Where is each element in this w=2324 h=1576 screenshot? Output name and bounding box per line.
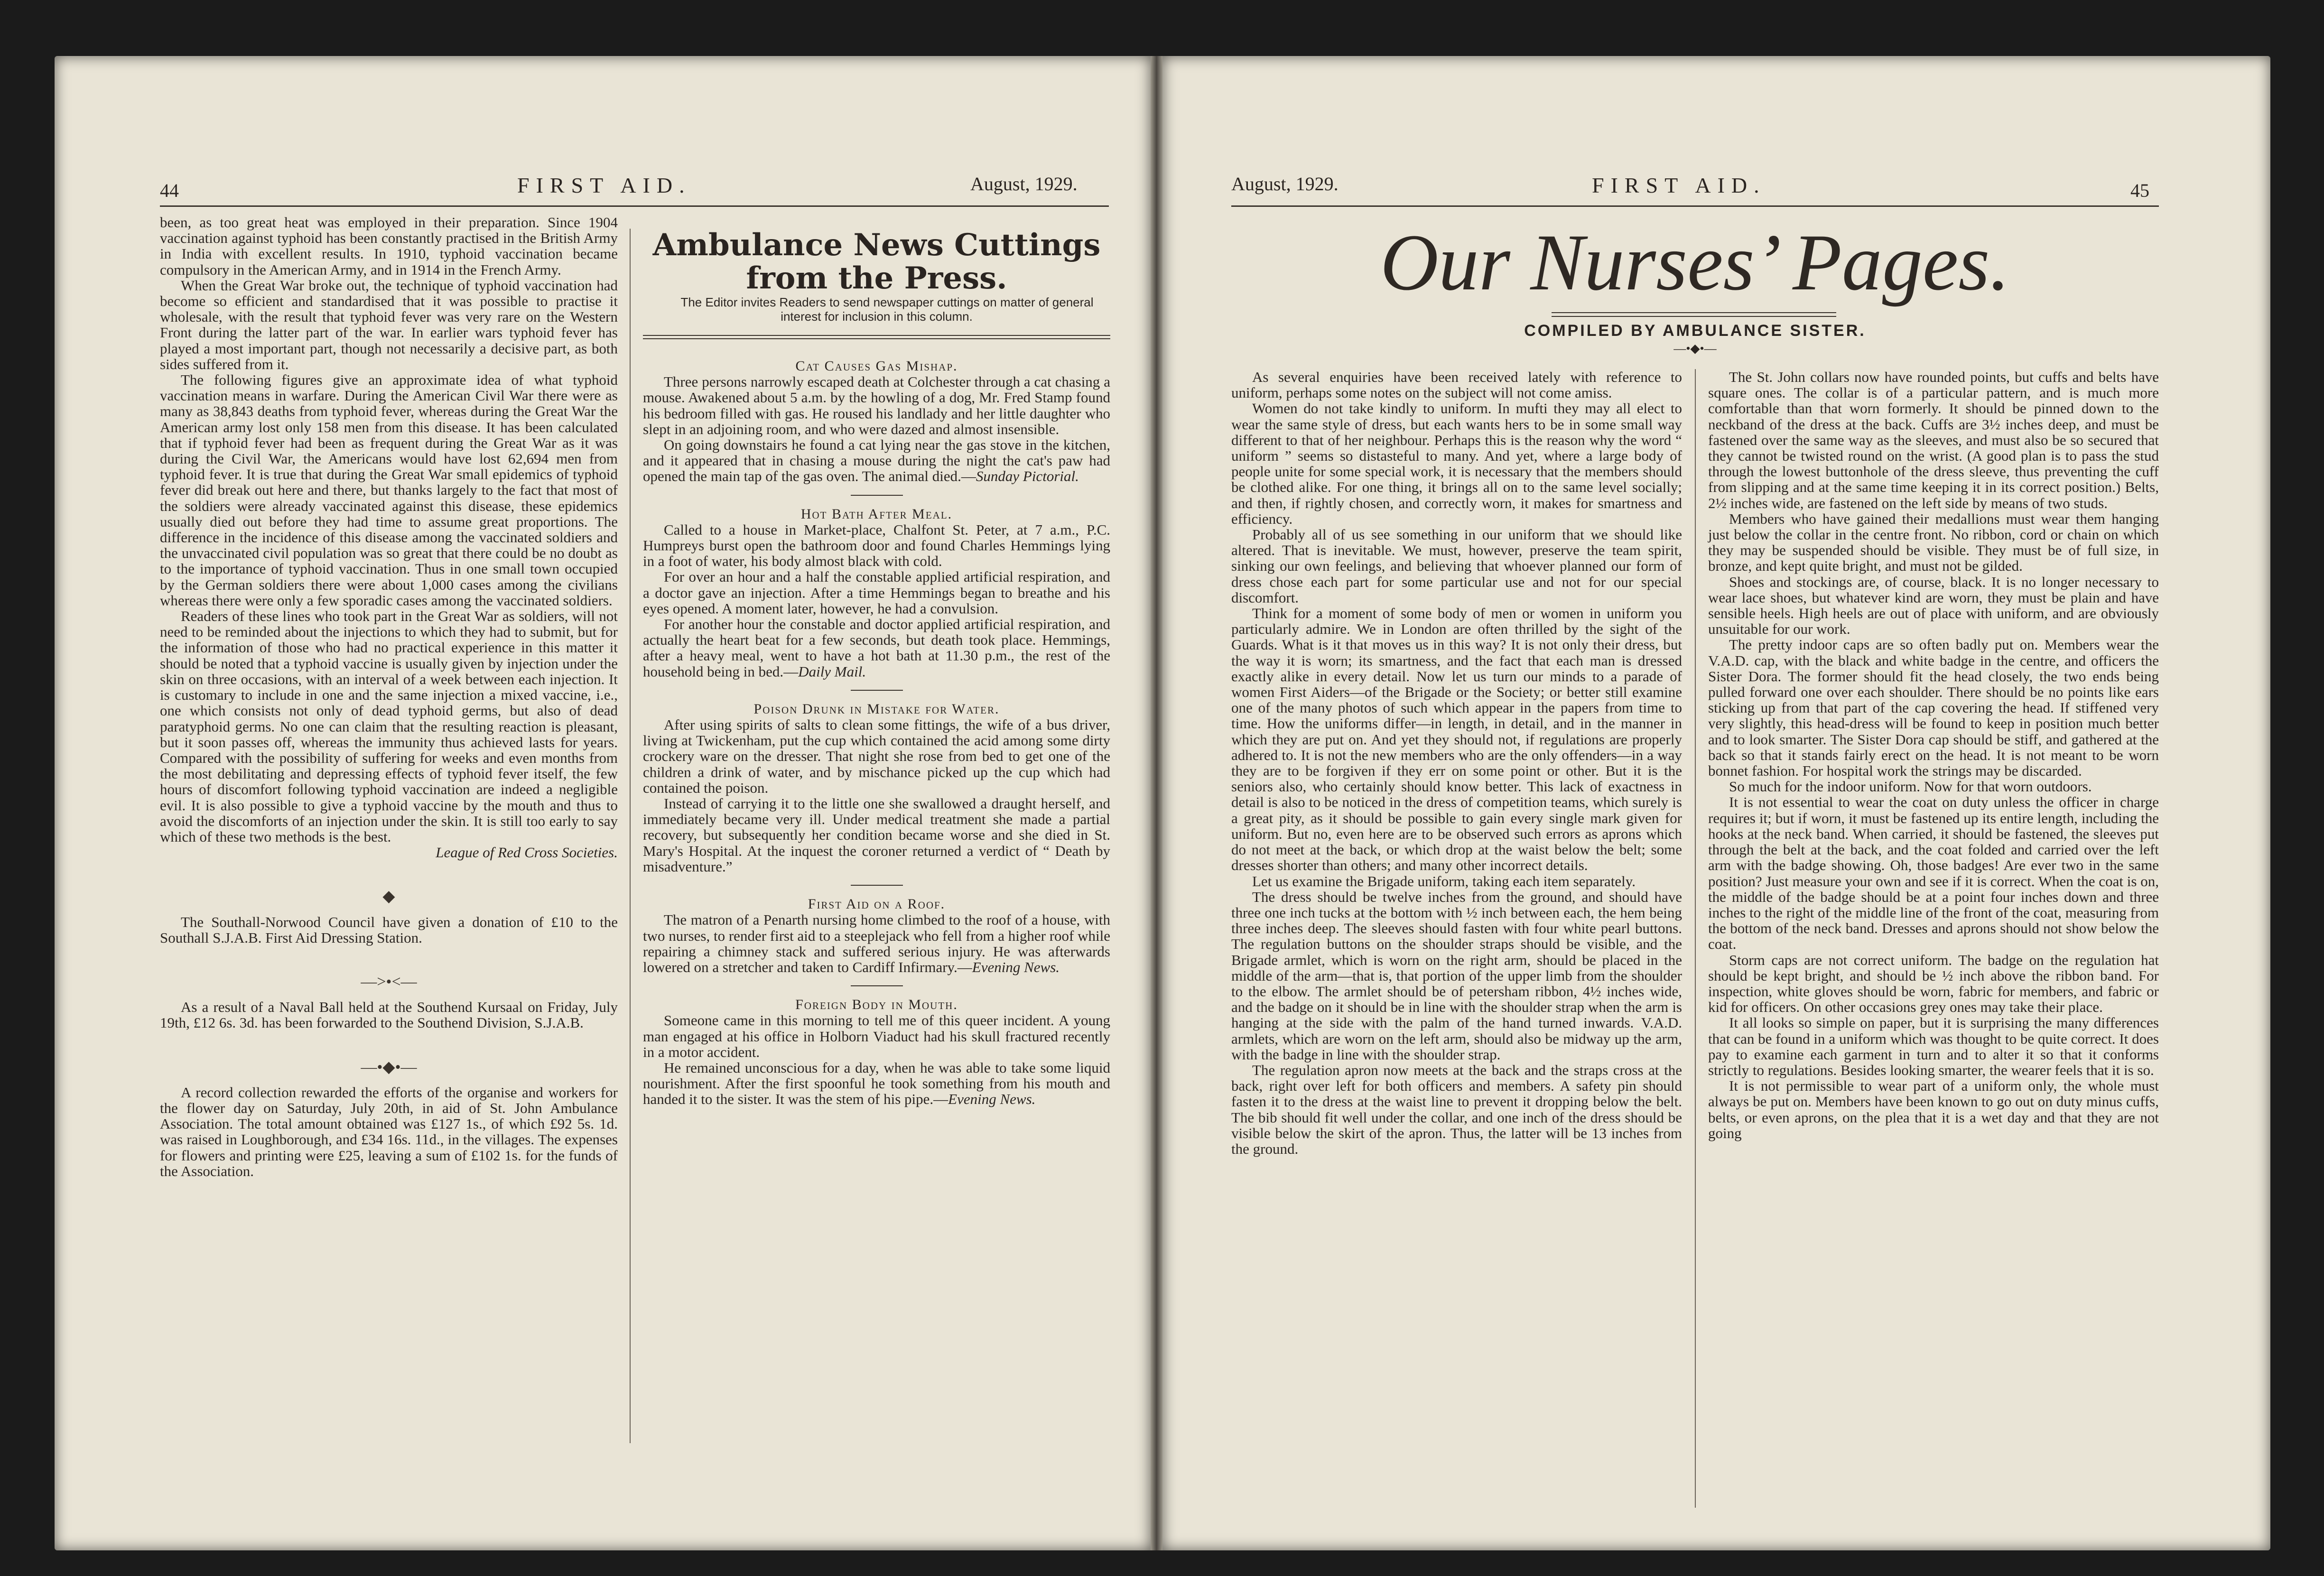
notice-loughborough: A record collection rewarded the efforts of the organise and workers for the flower day on Saturday, July 20th, in aid of St. John Ambulance Association. The total amount obtained was £127 1s., of which £92 5s. 1d. was raised in Loughborough, and £34 16s. 11d., in the villages. The expenses for flowers and printing were £25, leaving a sum of £102 1s. for the funds of the Association.	[160, 1084, 618, 1179]
left-date: August, 1929.	[970, 173, 1078, 195]
left-head-rule	[160, 205, 1109, 207]
left-page-number: 44	[160, 180, 179, 201]
item-title: Foreign Body in Mouth.	[795, 997, 958, 1013]
short-rule	[851, 690, 903, 691]
source-text: League of Red Cross Societies.	[436, 844, 618, 861]
title-underline	[1552, 316, 1836, 317]
item-title: First Aid on a Roof.	[808, 896, 946, 912]
heading-double-rule	[643, 335, 1110, 339]
left-running-head	[55, 169, 1151, 202]
compiled-by: COMPILED BY AMBULANCE SISTER.	[1524, 322, 1866, 340]
right-page	[1162, 56, 2270, 1550]
source-text: Evening News.	[948, 1091, 1036, 1108]
paragraph: It is not essential to wear the coat on duty unless the officer in charge requires it; but if worn, it must be fastened up its entire length, including the hooks at the neck band. When carried, it should be fastened, the sleeves put through the belt at the back, and the coat folded and carried over the left arm with the badge showing. Oh, those badges! Are ever two in the same position? Just measure your own and see if it is correct. When the coat is on, the middle of the badge should be at a point four inches down and three inches to the right of the middle line of the front of the coat, measuring from the bottom of the neck band. Dresses and aprons should not show below the coat.	[1708, 794, 2159, 953]
paragraph: The regulation apron now meets at the back and the straps cross at the back, right over left for both officers and members. A safety pin should fasten it to the dress at the waist line to prevent it dropping below the belt. The bib should fit well under the collar, and one inch of the dress should be visible below the skirt of the apron. Thus, the latter will be 13 inches from the ground.	[1231, 1061, 1682, 1157]
paragraph: He remained unconscious for a day, when he was able to take some liquid nourishment. After the first spoonful he took something from his mouth and handed it to the sister. It was the stem of his pipe.—Evening News.	[643, 1059, 1110, 1108]
ornament-diamond: ◆	[382, 888, 395, 906]
title-underline	[1552, 312, 1836, 313]
ambulance-news-heading: Ambulance News Cuttings from the Press.	[652, 227, 1101, 296]
left-journal-title: FIRST AID.	[517, 173, 691, 197]
paragraph: The dress should be twelve inches from the ground, and should have three one inch tucks at the bottom with ½ inch between each, the hem being three inches deep. The sleeves should fasten with four white pearl buttons. The regulation buttons on the shoulder straps should be visible, and the Brigade armlet, which is worn on the right arm, should be placed in the middle of the arm—that is, that portion of the upper limb from the shoulder to the elbow. The armlet should be of petersham ribbon, 4½ inches wide, and the badge on it should be in line with the shoulder strap when the arm is hanging at the side with the palm of the hand turned inwards. V.A.D. armlets, which are worn on the left arm, should also be midway up the arm, with the badge in line with the shoulder strap.	[1231, 888, 1682, 1063]
paragraph: The following figures give an approximate idea of what typhoid vaccination means in warfare. During the American Civil War there were as many as 38,843 deaths from typhoid fever, whereas during the Great War the American army lost only 158 men from this disease. It has been calculated that if typhoid fever had been as frequent during the Great War as it was during the Civil War, the Americans would have lost 62,694 men from typhoid fever. It is true that during the Great War small epidemics of typhoid fever did break out here and there, but thanks largely to the fact that most of the soldiers were already vaccinated against this disease, these epidemics usually died out before they had time to assume great proportions. The difference in the incidence of this disease among the vaccinated soldiers and the unvaccinated civil population was so great that there could be no doubt as to the importance of typhoid vaccination. Thus in one small town occupied by the German soldiers there were about 1,000 cases among the civilians whereas there were only a few sporadic cases among the vaccinated soldiers.	[160, 371, 618, 609]
notice-southall: The Southall-Norwood Council have given a donation of £10 to the Southall S.J.A.B. First Aid Dressing Station.	[160, 913, 618, 946]
paragraph: Shoes and stockings are, of course, black. It is no longer necessary to wear lace shoes, but whatever kind are worn, they must be plain and have sensible heels. High heels are out of place with uniform, and are obviously unsuitable for our work.	[1708, 573, 2159, 638]
ornament-divider: —•◆•—	[1673, 342, 1717, 355]
paragraph: The St. John collars now have rounded points, but cuffs and belts have square ones. The collar is of a particular pattern, and is much more comfortable than that worn formerly. It should be pinned down to the neckband of the dress at the back. Cuffs are 3½ inches deep, and must be fastened over the same way as the sleeves, and must also be so secured that they cannot be twisted round on the wrist. (A good plan is to pass the stud through the lowest buttonhole of the dress sleeve, thus preventing the cuff from slipping and at the same time keeping it in its correct position.) Belts, 2½ inches wide, are fastened on the left side by means of two studs.	[1708, 369, 2159, 511]
paragraph: Called to a house in Market-place, Chalfont St. Peter, at 7 a.m., P.C. Humpreys burst open the bathroom door and found Charles Hemmings lying in a foot of water, his body almost black with cold.	[643, 521, 1110, 570]
book-gutter	[1151, 56, 1162, 1550]
right-page-number: 45	[2130, 180, 2149, 201]
paragraph: The matron of a Penarth nursing home climbed to the roof of a house, with two nurses, to render first aid to a steeplejack who fell from a higher roof while repairing a chimney stack and suffered serious injury. He was afterwards lowered on a stretcher and taken to Cardiff Infirmary.—Evening News.	[643, 911, 1110, 975]
paragraph: The pretty indoor caps are so often badly put on. Members wear the V.A.D. cap, with the black and white badge in the centre, and officers the Sister Dora. The former should fit the head closely, the two ends being pulled forward one over each shoulder. There should be no points like ears sticking up from that part of the cap covering the head. If stiffened very very slightly, this head-dress will be found to keep in position much better and to look smarter. The Sister Dora cap should be stiff, and gathered at the back so that it stands fairly erect on the head. It is not meant to be worn bonnet fashion. For hospital work the strings may be discarded.	[1708, 636, 2159, 779]
paragraph: Storm caps are not correct uniform. The badge on the regulation hat should be kept bright, and should be ½ inch above the ribbon band. For inspection, white gloves should be worn, fabric for members, and fabric or kid for officers. On other occasions grey ones may take their place.	[1708, 951, 2159, 1016]
column-divider	[1695, 369, 1696, 1508]
paragraph: It is not permissible to wear part of a uniform only, the whole must always be put on. Members have been known to go out on duty minus cuffs, belts, or even aprons, on the plea that it is a wet day and that they are not going	[1708, 1077, 2159, 1141]
paragraph: Members who have gained their medallions must wear them hanging just below the collar in the centre front. No ribbon, cord or chain on which they may be suspended should be visible. They must be of full size, in bronze, and kept quite bright, and must not be gilded.	[1708, 510, 2159, 575]
source-text: Evening News.	[972, 958, 1060, 975]
nurses-column-left	[1231, 369, 1682, 1157]
paragraph: Think for a moment of some body of men or women in uniform you particularly admire. We in London are often thrilled by the sight of the Guards. What is it that moves us in this way? It is not only their dress, but the way it is worn; its smartness, and the fact that each man is dressed exactly alike in every detail. Now let us turn our minds to a parade of women First Aiders—of the Brigade or the Society; or better still examine one of the many photos of such which appear in the papers from time to time. How the uniforms differ—in length, in detail, and in the manner in which they are put on. And yet they should not, if regulations are properly adhered to. It is not the new members who are the only offenders—in a way they are to be forgiven if they err on some point or other. But it is the seniors also, who certainly should know better. This lack of exactness in detail is also to be noticed in the dress of competition teams, which surely is a great pity, as it should be possible to gain every single mark given for uniform. But no, even here are to be observed such errors as aprons which do not meet at the back, or which drop at the waist below the belt; some dresses shorter than others; and many other incorrect details.	[1231, 605, 1682, 874]
right-journal-title: FIRST AID.	[1592, 173, 1766, 197]
paragraph: So much for the indoor uniform. Now for that worn outdoors.	[1729, 778, 2092, 795]
left-page	[55, 56, 1151, 1550]
ambulance-news-subheading: The Editor invites Readers to send newspaper cuttings on matter of general interest for inclusion in this column.	[680, 295, 1094, 324]
paragraph: When the Great War broke out, the technique of typhoid vaccination had become so efficient and standardised that it was possible to practise it wholesale, with the result that typhoid fever was very rare on the Western Front during the latter part of the war. In earlier wars typhoid fever has played a most important part, though not necessarily a decisive part, as both sides suffered from it.	[160, 277, 618, 372]
paragraph: After using spirits of salts to clean some fittings, the wife of a bus driver, living at Twickenham, put the cup which contained the acid among some dirty crockery ware on the dresser. That night she rose from bed to get one of the children a drink of water, and by mischance picked up the cup which had contained the poison.	[643, 716, 1110, 796]
paragraph: Someone came in this morning to tell me of this queer incident. A young man engaged at his office in Holborn Viaduct had his skull fractured recently in a motor accident.	[643, 1012, 1110, 1060]
article-source	[160, 844, 618, 860]
paragraph: As several enquiries have been received lately with reference to uniform, perhaps some notes on the subject will not come amiss.	[1231, 369, 1682, 401]
item-title: Cat Causes Gas Mishap.	[795, 358, 958, 374]
paragraph: Women do not take kindly to uniform. In mufti they may all elect to wear the same style of dress, but each wants hers to be in some small way different to that of her neighbour. Perhaps this is the reason why the word “ uniform ” seems so distasteful to many. And yet, where a large body of people unite for some special work, it is necessary that the members should be clothed alike. For one thing, it brings all on to the same level socially; and then, if rightly chosen, and correctly worn, it makes for smartness and efficiency.	[1231, 400, 1682, 527]
short-rule	[851, 985, 903, 986]
source-text: Daily Mail.	[798, 663, 866, 680]
column-divider	[630, 229, 631, 1443]
ornament-divider: —>•<—	[361, 973, 417, 991]
nurses-column-right	[1708, 369, 2159, 1141]
right-head-rule	[1231, 205, 2159, 207]
paragraph: Readers of these lines who took part in the Great War as soldiers, will not need to be reminded about the injections to which they had to submit, but for the information of those who had no practical experience in this matter it should be noted that a typhoid vaccine is usually given by injection under the skin on three occasions, with an interval of a week between each injection. It is customary to include in one and the same injection a mixed vaccine, i.e., one which consists not only of dead typhoid germs, but also of dead paratyphoid germs. No one can claim that the resulting reaction is pleasant, but it soon passes off, whereas the immunity thus achieved lasts for years. Compared with the possibility of suffering for weeks and even months from the most debilitating and depressing effects of typhoid fever itself, the few hours of discomfort following typhoid vaccination are indeed a negligible evil. It is also possible to give a typhoid vaccine by the mouth and thus to avoid the discomforts of an injection under the skin. It is still too early to say which of these two methods is the best.	[160, 608, 618, 845]
paragraph: On going downstairs he found a cat lying near the gas stove in the kitchen, and it appeared that in chasing a mouse during the night the cat's paw had opened the main tap of the gas oven. The animal died.—Sunday Pictorial.	[643, 436, 1110, 485]
ambulance-news-column	[643, 229, 1110, 1107]
nurses-pages-title: Our Nurses’ Pages.	[1380, 218, 2010, 307]
item-title: Hot Bath After Meal.	[800, 506, 953, 522]
paragraph: Let us examine the Brigade uniform, taking each item separately.	[1252, 872, 1636, 890]
paragraph-text: The matron of a Penarth nursing home climbed to the roof of a house, with two nurses, to render first aid to a steeplejack who fell from a higher roof while repairing a chimney stack and suffered serious injury. He was afterwards lowered on a stretcher and taken to Cardiff Infirmary.	[643, 911, 1110, 975]
ornament-divider: —•◆•—	[361, 1058, 417, 1076]
paragraph-text: On going downstairs he found a cat lying near the gas stove in the kitchen, and it appeared that in chasing a mouse during the night the cat's paw had opened the main tap of the gas oven. The animal died.	[643, 436, 1110, 485]
left-column-typhoid	[160, 214, 618, 1179]
paragraph-text: For another hour the constable and doctor applied artificial respiration, and actually the heart beat for a few seconds, but death took place. Hemmings, after a heavy meal, went to have a hot bath at 11.30 p.m., the rest of the household being in bed.	[643, 616, 1110, 680]
paragraph: been, as too great heat was employed in their preparation. Since 1904 vaccination against typhoid has been constantly practised in the British Army in India with excellent results. In 1910, typhoid vaccination became compulsory in the American Army, and in 1914 in the French Army.	[160, 214, 618, 278]
paragraph: Instead of carrying it to the little one she swallowed a draught herself, and immediately became very ill. Under medical treatment she made a partial recovery, but subsequently her condition became worse and she died in St. Mary's Hospital. At the inquest the coroner returned a verdict of “ Death by misadventure.”	[643, 795, 1110, 875]
paragraph: For over an hour and a half the constable applied artificial respiration, and a doctor gave an injection. After a time Hemmings began to breathe and his eyes opened. A moment later, however, he had a convulsion.	[643, 568, 1110, 617]
paragraph-text: He remained unconscious for a day, when he was able to take some liquid nourishment. After the first spoonful he took something from his mouth and handed it to the sister. It was the stem of his pipe.	[643, 1059, 1110, 1108]
paragraph: It all looks so simple on paper, but it is surprising the many differences that can be found in a uniform which was thought to be quite correct. It does pay to examine each garment in turn and to alter it so that it conforms strictly to regulations. Besides looking smarter, the wearer feels that it is so.	[1708, 1014, 2159, 1078]
short-rule	[851, 495, 903, 496]
paragraph: Probably all of us see something in our uniform that we should like altered. That is inevitable. We must, however, preserve the team spirit, sinking our own feelings, and believing that whoever planned our form of dress chose each part for some particular use and not for our special discomfort.	[1231, 526, 1682, 606]
short-rule	[851, 885, 903, 886]
right-date: August, 1929.	[1231, 173, 1339, 195]
paragraph: For another hour the constable and doctor applied artificial respiration, and actually the heart beat for a few seconds, but death took place. Hemmings, after a heavy meal, went to have a hot bath at 11.30 p.m., the rest of the household being in bed.—Daily Mail.	[643, 616, 1110, 680]
paragraph: Three persons narrowly escaped death at Colchester through a cat chasing a mouse. Awakened about 5 a.m. by the howling of a dog, Mr. Fred Stamp found his bedroom filled with gas. He roused his landlady and her little daughter who slept in an adjoining room, and who were dazed and almost insensible.	[643, 373, 1110, 437]
right-running-head	[1162, 169, 2270, 202]
notice-southend: As a result of a Naval Ball held at the Southend Kursaal on Friday, July 19th, £12 6s. 3d. has been forwarded to the Southend Division, S.J.A.B.	[160, 999, 618, 1031]
item-title: Poison Drunk in Mistake for Water.	[753, 701, 1000, 717]
source-text: Sunday Pictorial.	[976, 468, 1079, 485]
